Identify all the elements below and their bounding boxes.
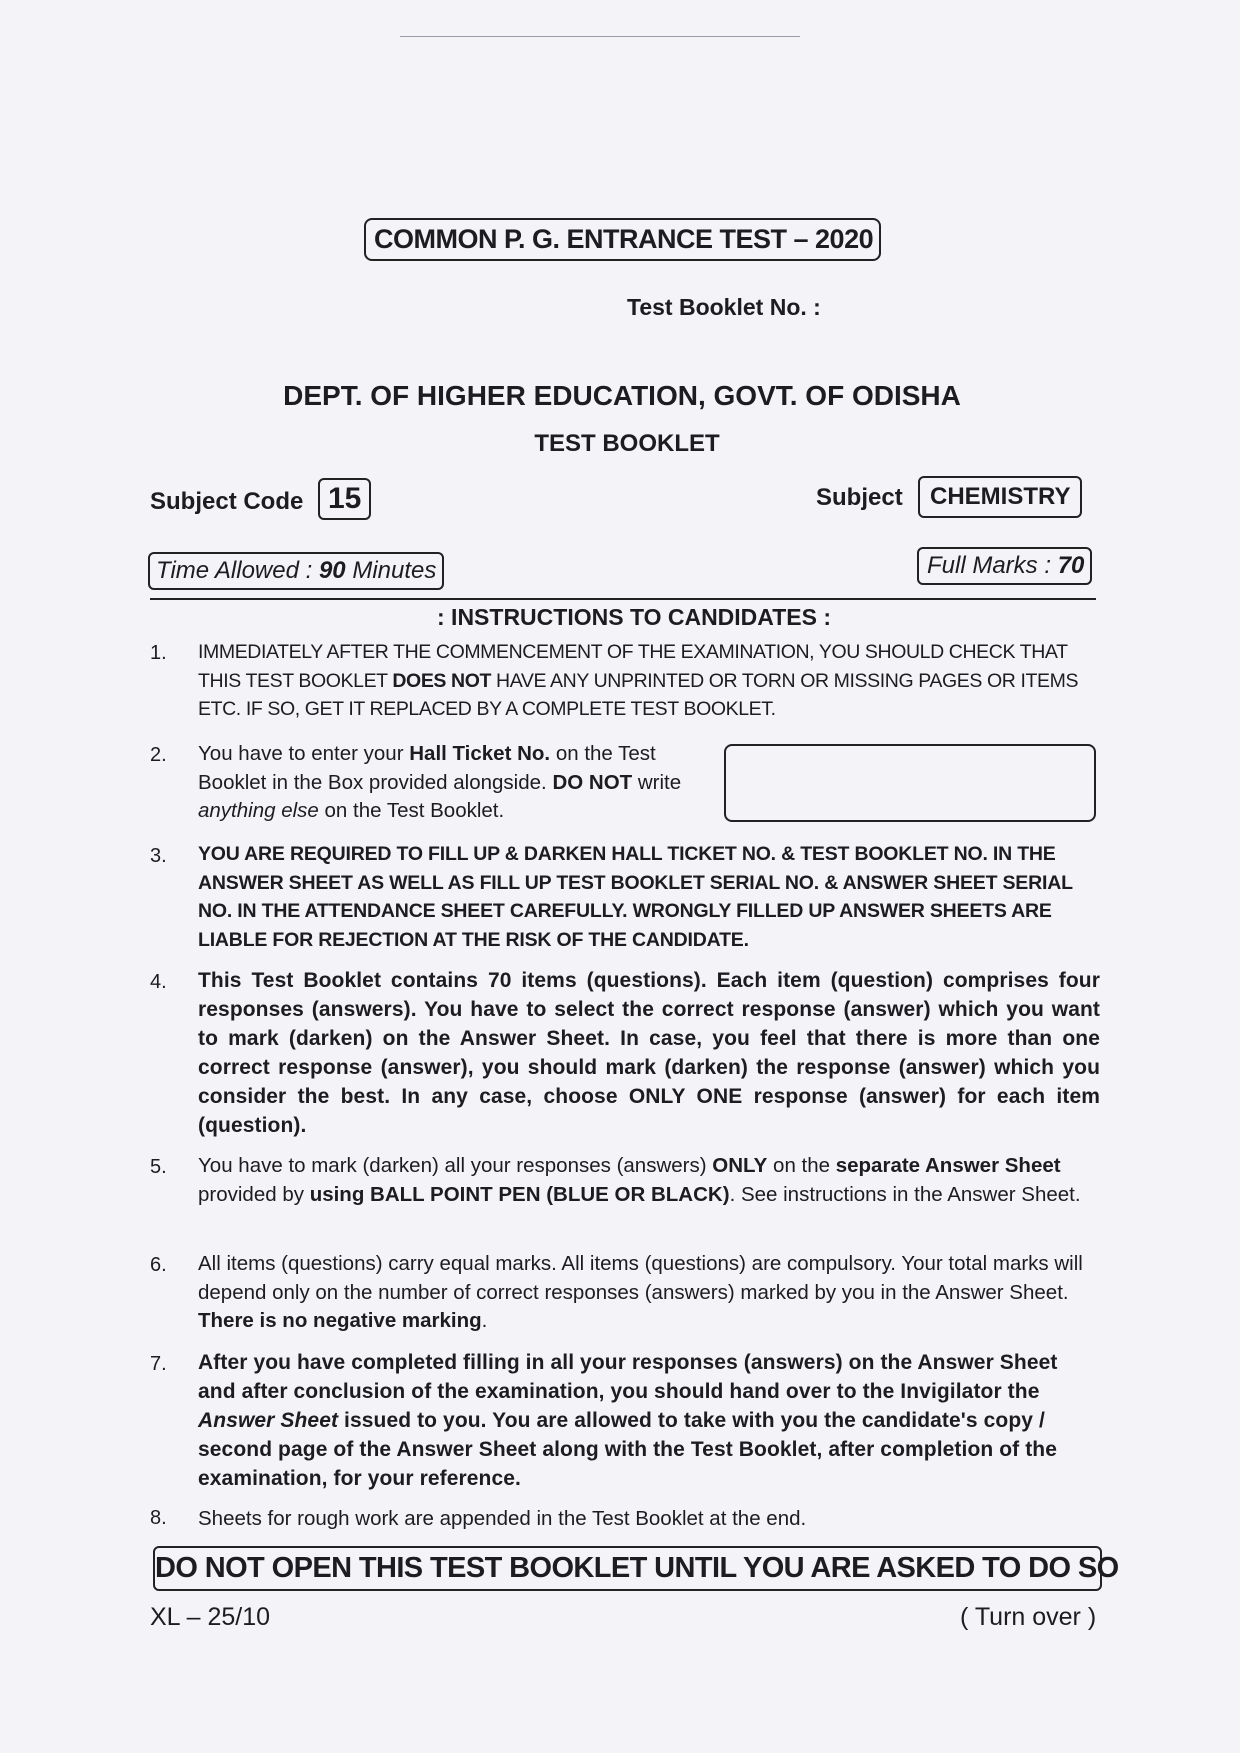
instruction-text [198,1348,1100,1493]
text-part: on the Test Booklet. [318,799,505,822]
emphasis-italic: anything else [198,799,319,822]
subject-code-value: 15 [318,478,371,520]
instruction-number: 6. [150,1254,167,1276]
instruction-number: 4. [150,971,167,993]
instruction-text [198,1250,1100,1336]
instruction-text: Sheets for rough work are appended in the Test Booklet at the end. [198,1507,807,1530]
subject-value: CHEMISTRY [918,476,1082,518]
booklet-title-text: TEST BOOKLET [534,430,720,457]
time-label: Time Allowed : [156,557,319,584]
instruction-2 [150,740,720,826]
emphasis: DOES NOT [392,669,492,692]
emphasis-italic: Answer Sheet [198,1409,339,1432]
text-part: provided by [198,1182,310,1206]
emphasis: ONLY [712,1154,768,1177]
instruction-8 [150,1505,1100,1534]
instruction-number: 5. [150,1156,167,1178]
instruction-1 [150,638,1100,724]
text-part: issued to you. You are allowed to take with you the candidate's copy / second page of the Answer Sheet along with the Test Booklet, after completion of the examination, for your reference. [198,1409,1057,1490]
instruction-number: 2. [150,744,167,766]
turn-over-note: ( Turn over ) [960,1603,1097,1631]
text-part: You have to enter your [198,742,410,765]
subject-code-label: Subject Code [150,488,304,515]
hall-ticket-box[interactable] [724,744,1096,822]
text-part: . See instructions in the Answer Sheet. [729,1182,1081,1206]
emphasis: There is no negative marking [198,1309,482,1332]
instruction-text: This Test Booklet contains 70 items (questions). Each item (question) comprises four responses (answers). You have to select the correct response (answer) which you want to mark (darken) on the Answer Sheet. In case, you feel that there is more than one correct response (answer), you should mark (darken) the response (answer) which you consider the best. In any case, choose ONLY ONE response (answer) for each item (question). [198,969,1100,1137]
text-part: HAVE ANY UNPRINTED OR TORN OR MISSING PAGES OR ITEMS ETC. IF SO, GET IT REPLACED BY A COMPLETE TEST BOOKLET. [198,669,1079,720]
text-part: After you have completed filling in all your responses (answers) on the Answer Sheet and after conclusion of the examination, you should hand over to the Invigilator the [198,1351,1058,1403]
department-heading [0,380,1240,412]
text-part: on the Test Booklet in the Box provided alongside. [198,742,656,794]
test-booklet-no-label: Test Booklet No. : [627,294,821,320]
time-unit: Minutes [345,557,437,584]
text-part: on the [767,1154,836,1177]
subject-label: Subject [816,484,903,511]
marks-label: Full Marks : [927,552,1058,579]
instruction-text [198,638,1100,724]
instruction-text [198,740,720,826]
instructions-heading-text: : INSTRUCTIONS TO CANDIDATES : [437,604,831,630]
instruction-3 [150,840,1100,954]
booklet-code: XL – 25/10 [150,1603,271,1631]
full-marks [917,547,1092,585]
text-part: write [632,770,682,794]
emphasis: Hall Ticket No. [409,742,551,765]
do-not-open-warning: DO NOT OPEN THIS TEST BOOKLET UNTIL YOU ARE ASKED TO DO SO [153,1546,1102,1591]
instruction-7 [150,1348,1100,1493]
scan-edge-line [400,36,800,37]
emphasis: using BALL POINT PEN (BLUE OR BLACK) [309,1182,730,1206]
marks-value: 70 [1057,552,1085,579]
instruction-number: 3. [150,845,167,867]
time-value: 90 [318,557,346,584]
text-part: IMMEDIATELY AFTER THE COMMENCEMENT OF THE EXAMINATION, YOU SHOULD CHECK THAT THIS TEST BOOKLET [198,641,1068,692]
instruction-text [198,1152,1100,1209]
instruction-5 [150,1152,1100,1209]
text-part: You have to mark (darken) all your responses (answers) [198,1154,713,1177]
text-part: All items (questions) carry equal marks. All items (questions) are compulsory. Your total marks will depend only on the number of correct responses (answers) marked by you in the Answer Sheet. [198,1252,1083,1304]
instruction-number: 1. [150,642,167,664]
divider [150,598,1096,600]
emphasis: separate Answer Sheet [835,1154,1061,1177]
text-part: . [481,1309,488,1332]
instruction-number: 8. [150,1507,167,1529]
instructions-heading [0,604,1240,631]
instruction-text: YOU ARE REQUIRED TO FILL UP & DARKEN HALL TICKET NO. & TEST BOOKLET NO. IN THE ANSWER SHEET AS WELL AS FILL UP TEST BOOKLET SERIAL NO. & ANSWER SHEET SERIAL NO. IN THE ATTENDANCE SHEET CAREFULLY. WRONGLY FILLED UP ANSWER SHEETS ARE LIABLE FOR REJECTION AT THE RISK OF THE CANDIDATE. [198,843,1073,951]
time-allowed [148,552,444,590]
instruction-4 [150,966,1100,1140]
exam-title: COMMON P. G. ENTRANCE TEST – 2020 [364,218,881,261]
booklet-title [0,430,1240,458]
instruction-6 [150,1250,1100,1336]
emphasis: DO NOT [552,770,633,794]
department-text: DEPT. OF HIGHER EDUCATION, GOVT. OF ODISHA [283,380,961,411]
instruction-number: 7. [150,1353,167,1375]
